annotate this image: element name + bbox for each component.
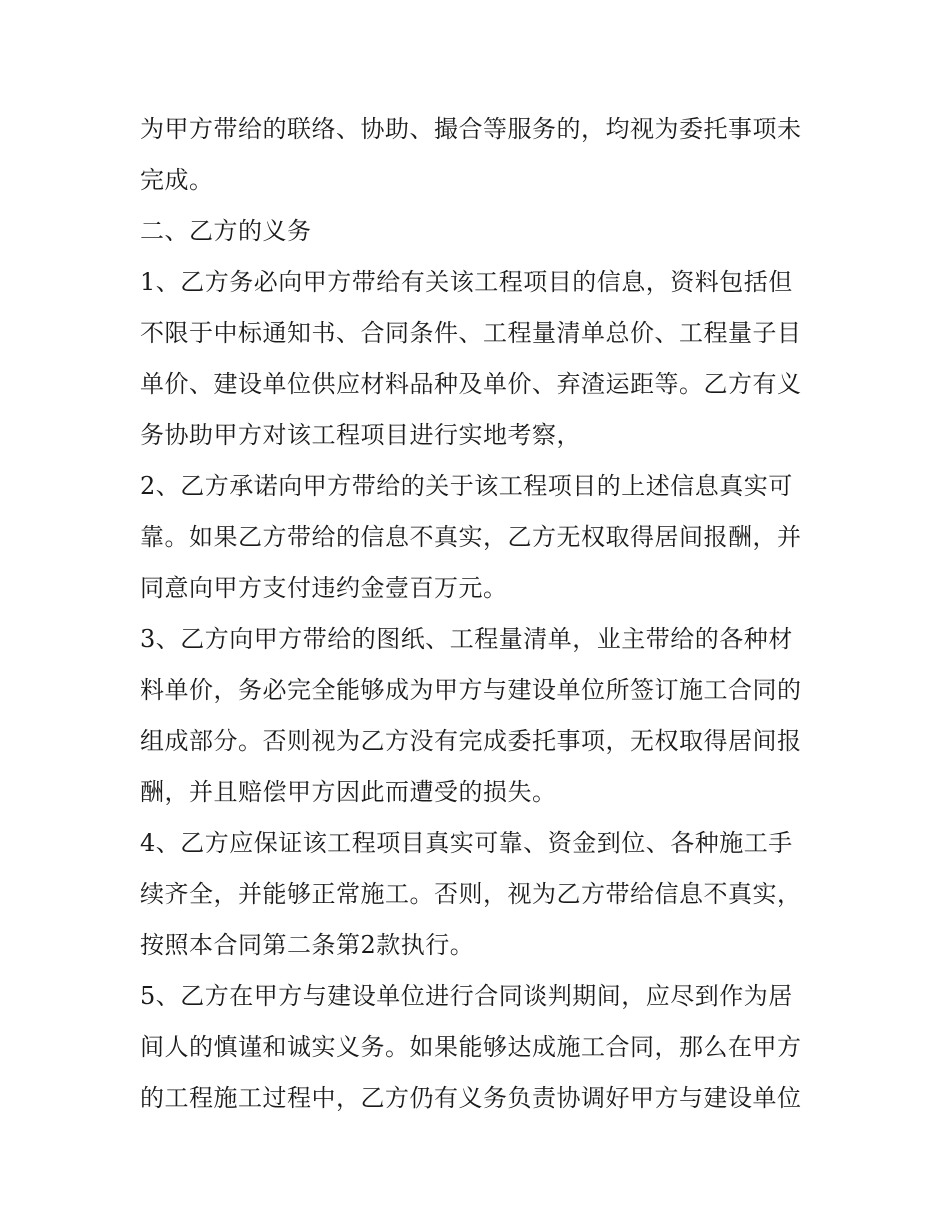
clause-2-line: 2、乙方承诺向甲方带给的关于该工程项目的上述信息真实可 [140, 472, 793, 500]
clause-3-line: 料单价，务必完全能够成为甲方与建设单位所签订施工合同的 [140, 676, 802, 704]
clause-1-line: 务协助甲方对该工程项目进行实地考察， [140, 421, 581, 449]
document-body [140, 104, 830, 1124]
text-line: 完成。 [140, 166, 214, 194]
clause-4-line: 4、乙方应保证该工程项目真实可靠、资金到位、各种施工手 [140, 829, 793, 857]
clause-4-line: 续齐全，并能够正常施工。否则，视为乙方带给信息不真实， [140, 880, 802, 908]
clause-5-line: 的工程施工过程中，乙方仍有义务负责协调好甲方与建设单位 [140, 1084, 802, 1112]
clause-3-line: 3、乙方向甲方带给的图纸、工程量清单，业主带给的各种材 [140, 625, 793, 653]
clause-2-line: 同意向甲方支付违约金壹百万元。 [140, 574, 508, 602]
clause-3-line: 酬，并且赔偿甲方因此而遭受的损失。 [140, 778, 557, 806]
clause-1-line: 不限于中标通知书、合同条件、工程量清单总价、工程量子目 [140, 319, 802, 347]
clause-2-line: 靠。如果乙方带给的信息不真实，乙方无权取得居间报酬，并 [140, 523, 802, 551]
section-heading: 二、乙方的义务 [140, 217, 312, 245]
text-line: 为甲方带给的联络、协助、撮合等服务的，均视为委托事项未 [140, 115, 802, 143]
clause-4-line: 按照本合同第二条第2款执行。 [140, 931, 475, 959]
clause-1-line: 单价、建设单位供应材料品种及单价、弃渣运距等。乙方有义 [140, 370, 802, 398]
clause-1-line: 1、乙方务必向甲方带给有关该工程项目的信息，资料包括但 [140, 268, 793, 296]
clause-5-line: 间人的慎谨和诚实义务。如果能够达成施工合同，那么在甲方 [140, 1033, 802, 1061]
clause-3-line: 组成部分。否则视为乙方没有完成委托事项，无权取得居间报 [140, 727, 802, 755]
clause-5-line: 5、乙方在甲方与建设单位进行合同谈判期间，应尽到作为居 [140, 982, 793, 1010]
